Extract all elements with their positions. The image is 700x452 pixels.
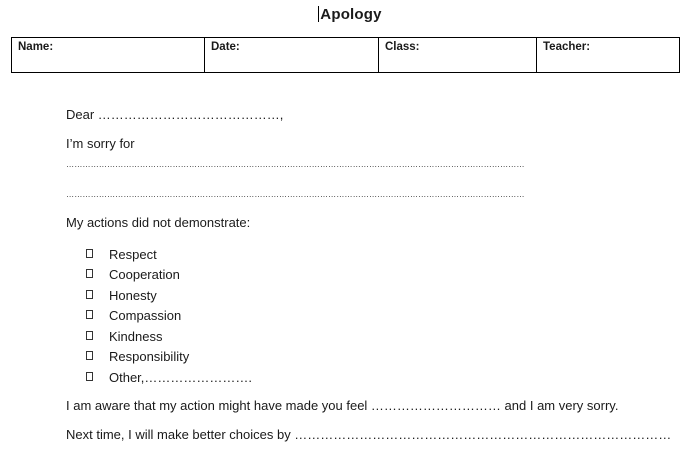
checkbox-icon[interactable]: [86, 249, 93, 258]
values-checklist: [86, 244, 252, 388]
page-title: [0, 6, 700, 23]
actions-prompt: My actions did not demonstrate:: [66, 215, 251, 230]
checkbox-icon[interactable]: [86, 372, 93, 381]
sorry-for-label: I’m sorry for: [66, 136, 135, 151]
checklist-label: Kindness: [109, 328, 163, 344]
blank-line-1[interactable]: ……………………………………………………………………………………………………………………………………………………: [66, 160, 525, 169]
checklist-label: Cooperation: [109, 267, 180, 283]
page-title-text: Apology: [320, 6, 382, 23]
checklist-item-respect[interactable]: [86, 244, 252, 265]
checklist-label: Responsibility: [109, 349, 190, 365]
header-info-table: [11, 37, 680, 73]
blank-line-2[interactable]: ……………………………………………………………………………………………………………………………………………………: [66, 190, 525, 199]
checklist-item-cooperation[interactable]: [86, 265, 252, 286]
checklist-label: Compassion: [109, 308, 182, 324]
checkbox-icon[interactable]: [86, 310, 93, 319]
name-label: Name:: [18, 41, 54, 53]
name-field[interactable]: [12, 38, 205, 73]
checklist-item-responsibility[interactable]: [86, 347, 252, 368]
checkbox-icon[interactable]: [86, 331, 93, 340]
checklist-label: Honesty: [109, 287, 157, 303]
class-field[interactable]: [379, 38, 537, 73]
date-label: Date:: [211, 41, 240, 53]
checklist-item-compassion[interactable]: [86, 306, 252, 327]
checklist-item-kindness[interactable]: [86, 326, 252, 347]
checklist-item-honesty[interactable]: [86, 285, 252, 306]
checklist-label: Respect: [109, 246, 157, 262]
checklist-label: Other,…………………….: [109, 369, 253, 385]
teacher-label: Teacher:: [543, 41, 591, 53]
teacher-field[interactable]: [537, 38, 680, 73]
aware-line[interactable]: I am aware that my action might have made you feel ………………………… and I am very sorry.: [66, 398, 619, 413]
dear-line[interactable]: Dear ……………………………………,: [66, 107, 284, 122]
checkbox-icon[interactable]: [86, 351, 93, 360]
next-time-line[interactable]: Next time, I will make better choices by ……………………………………………………………………………: [66, 427, 672, 442]
date-field[interactable]: [205, 38, 379, 73]
checkbox-icon[interactable]: [86, 269, 93, 278]
class-label: Class:: [385, 41, 420, 53]
checklist-item-other[interactable]: [86, 367, 252, 388]
checkbox-icon[interactable]: [86, 290, 93, 299]
